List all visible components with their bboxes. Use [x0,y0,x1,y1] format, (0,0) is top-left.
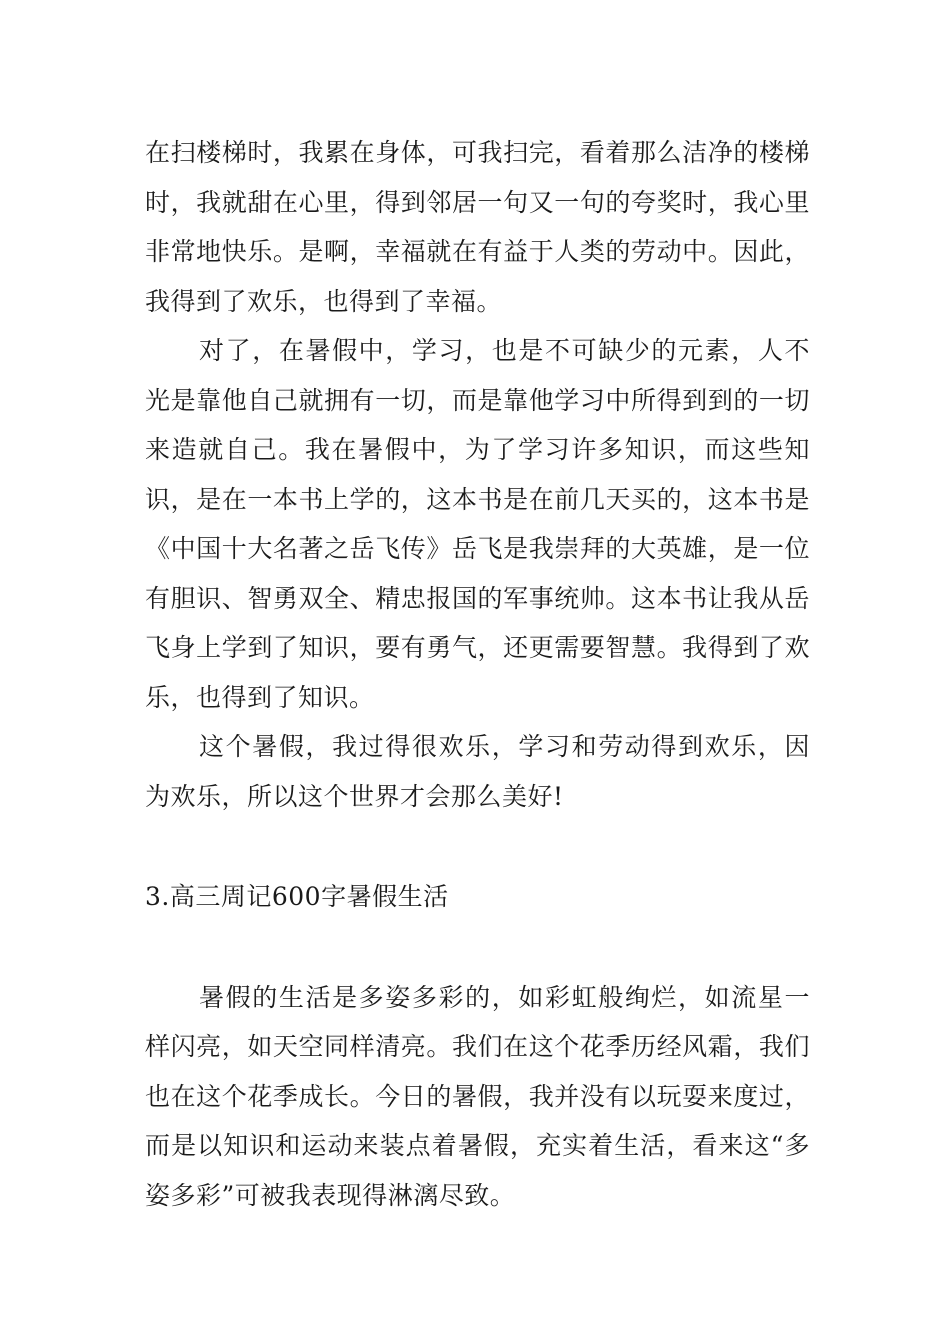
document-body [145,128,810,1220]
paragraph-summer-conclusion: 这个暑假，我过得很欢乐，学习和劳动得到欢乐，因为欢乐，所以这个世界才会那么美好! [145,732,810,811]
section-spacer [145,922,810,973]
paragraph-summer-study: 对了，在暑假中，学习，也是不可缺少的元素，人不光是靠他自己就拥有一切，而是靠他学习中所得到到的一切来造就自己。我在暑假中，为了学习许多知识，而这些知识，是在一本书上学的，这本书是在前几天买的，这本书是《中国十大名著之岳飞传》岳飞是我崇拜的大英雄，是一位有胆识、智勇双全、精忠报国的军事统帅。这本书让我从岳飞身上学到了知识，要有勇气，还更需要智慧。我得到了欢乐，也得到了知识。 [145,336,810,712]
section-spacer [145,821,810,872]
paragraph-summer-life: 暑假的生活是多姿多彩的，如彩虹般绚烂，如流星一样闪亮，如天空同样清亮。我们在这个花季历经风霜，我们也在这个花季成长。今日的暑假，我并没有以玩耍来度过，而是以知识和运动来装点着暑假，充实着生活，看来这“多姿多彩”可被我表现得淋漓尽致。 [145,982,810,1210]
paragraph-labor-happiness: 在扫楼梯时，我累在身体，可我扫完，看着那么洁净的楼梯时，我就甜在心里，得到邻居一句又一句的夸奖时，我心里非常地快乐。是啊，幸福就在有益于人类的劳动中。因此，我得到了欢乐，也得到了幸福。 [145,138,810,316]
section-heading: 3.高三周记600字暑假生活 [145,882,449,911]
